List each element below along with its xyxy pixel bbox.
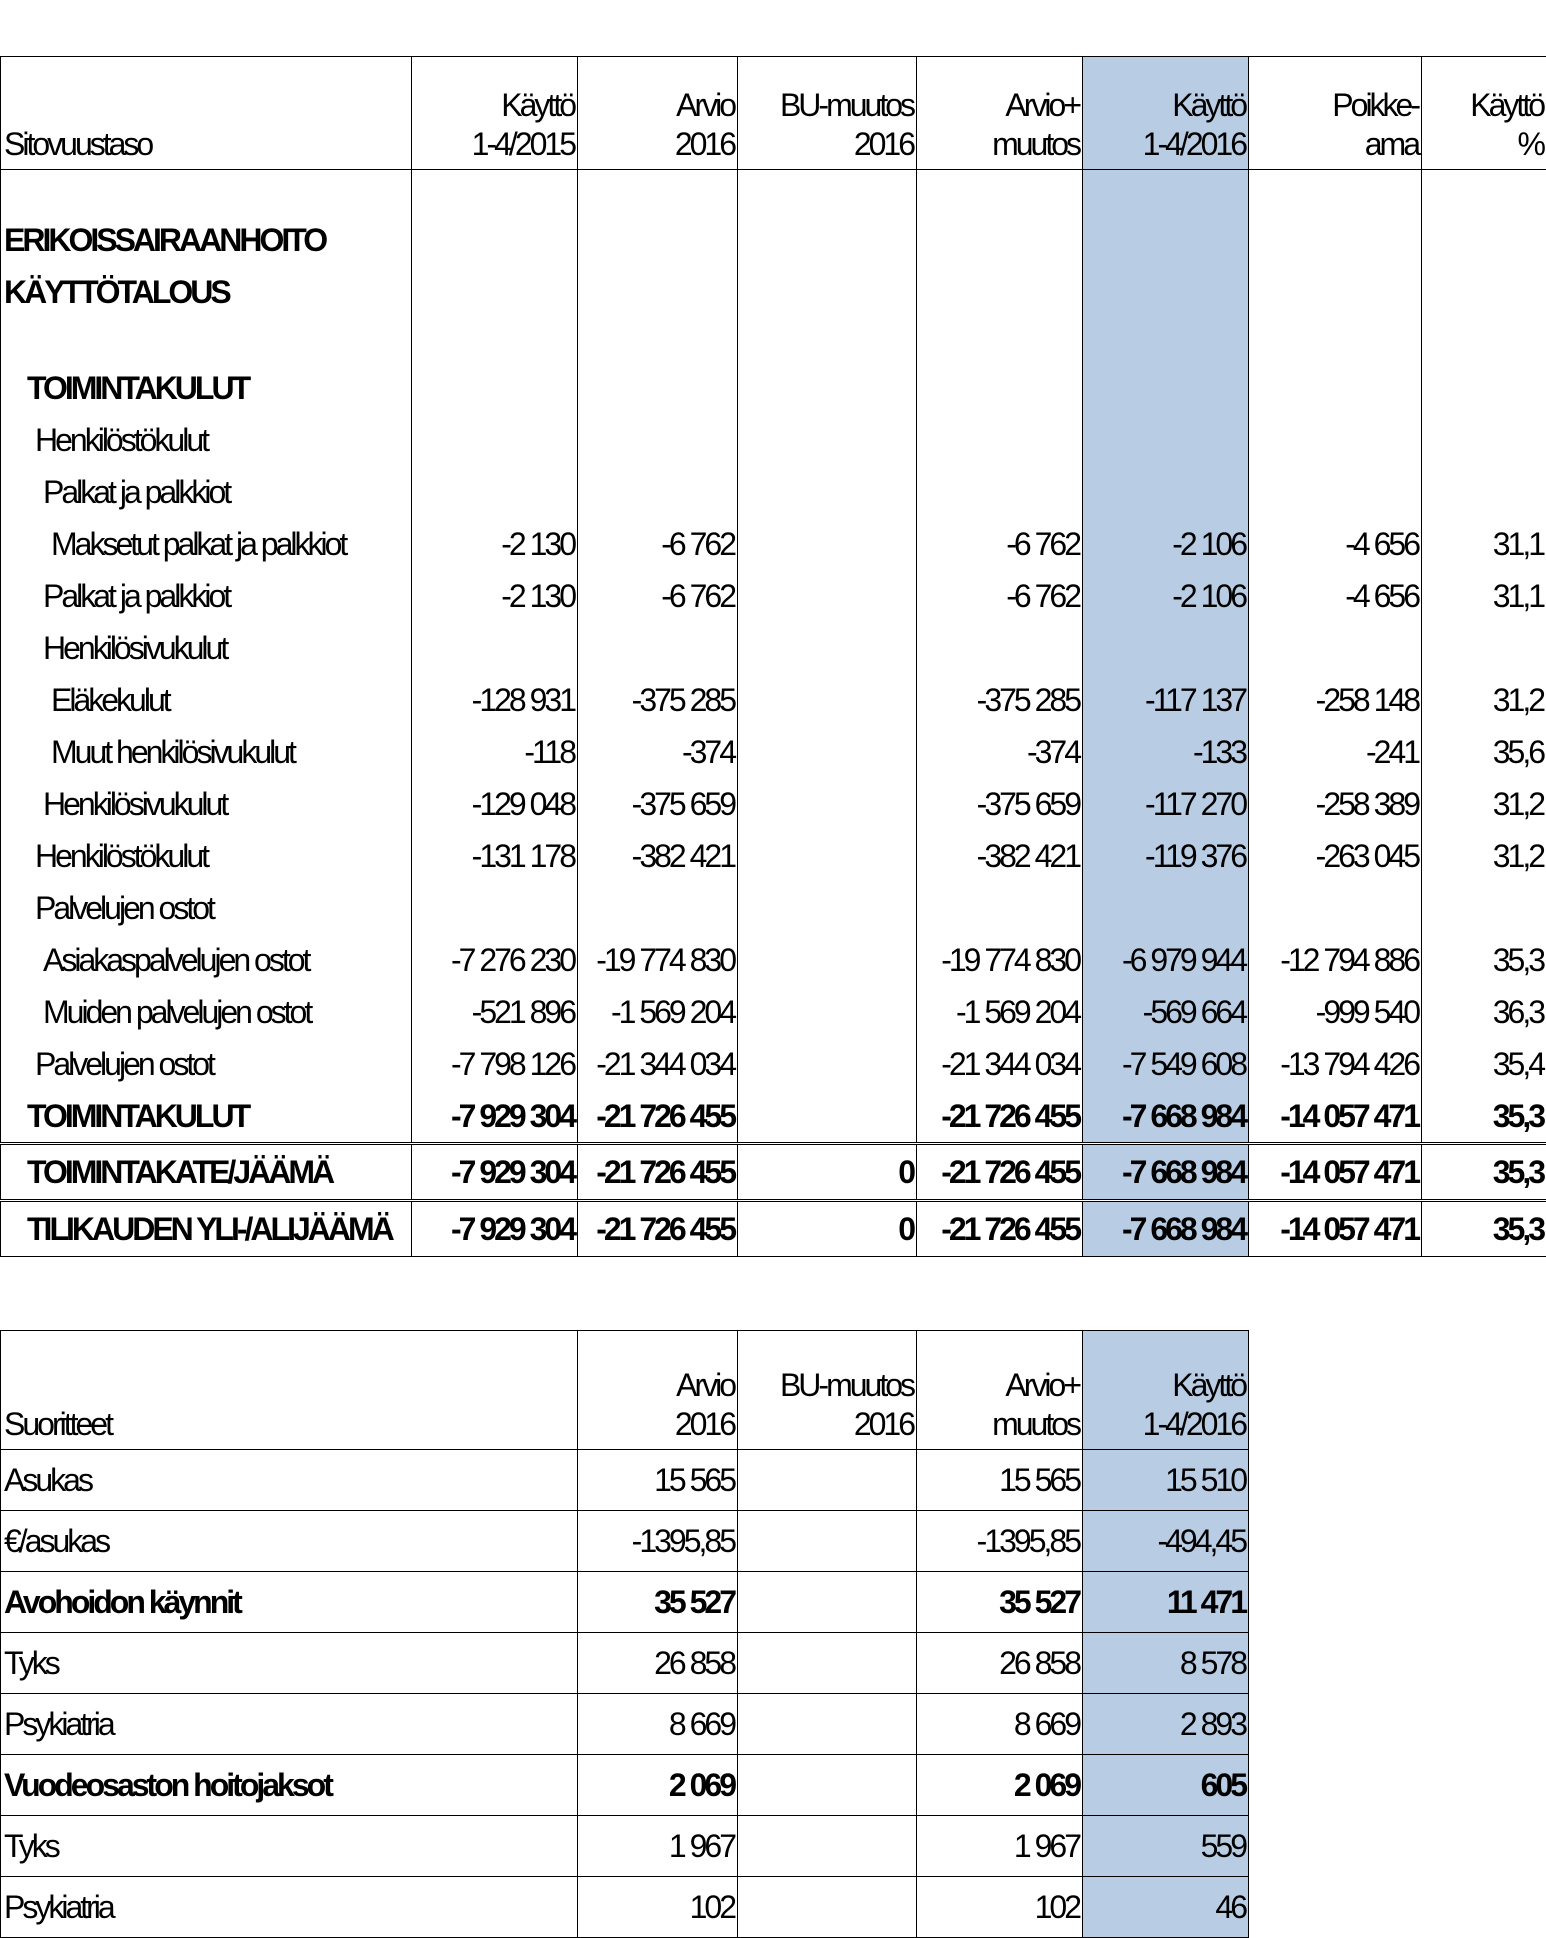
cell-value: -382 421 <box>917 830 1083 882</box>
cell-value <box>738 622 917 674</box>
cell-value <box>412 362 578 414</box>
table-row <box>1 1755 1249 1816</box>
cell-value: 26 858 <box>917 1633 1083 1694</box>
output-table-body <box>1 1450 1249 1938</box>
table-row <box>1 726 1546 778</box>
header-cell: Poikke- ama <box>1249 57 1422 170</box>
cell-value <box>917 414 1083 466</box>
cell-value: -6 762 <box>578 570 738 622</box>
table-row <box>1 362 1546 414</box>
cell-value: 0 <box>738 1144 917 1201</box>
header-cell: Arvio+ muutos <box>917 57 1083 170</box>
cell-value: -12 794 886 <box>1249 934 1422 986</box>
table-row <box>1 1038 1546 1090</box>
cell-value: 15 565 <box>578 1450 738 1511</box>
cell-value <box>738 1694 917 1755</box>
cell-value: 1 967 <box>917 1816 1083 1877</box>
cell-value: -382 421 <box>578 830 738 882</box>
cell-value <box>412 414 578 466</box>
table-row <box>1 518 1546 570</box>
cell-value: 35,4 <box>1422 1038 1546 1090</box>
cell-value: -6 979 944 <box>1083 934 1249 986</box>
cell-value: 15 565 <box>917 1450 1083 1511</box>
cell-value: -21 344 034 <box>917 1038 1083 1090</box>
table-row <box>1 1816 1249 1877</box>
row-label: Henkilösivukulut <box>1 778 412 830</box>
cell-value: -7 668 984 <box>1083 1201 1249 1257</box>
row-label: TOIMINTAKATE/JÄÄMÄ <box>1 1144 412 1201</box>
cell-value: -375 659 <box>578 778 738 830</box>
cell-value: -258 148 <box>1249 674 1422 726</box>
table-row <box>1 1877 1249 1938</box>
row-label: Tyks <box>1 1816 578 1877</box>
cell-value: 35,3 <box>1422 1090 1546 1144</box>
cell-value: -521 896 <box>412 986 578 1038</box>
cell-value: -2 130 <box>412 518 578 570</box>
row-label: TOIMINTAKULUT <box>1 362 412 414</box>
cell-value: -21 726 455 <box>917 1144 1083 1201</box>
table-row <box>1 674 1546 726</box>
cell-value: -19 774 830 <box>578 934 738 986</box>
table-row <box>1 466 1546 518</box>
row-label: Henkilöstökulut <box>1 830 412 882</box>
table-row <box>1 622 1546 674</box>
section-row <box>1 266 1546 318</box>
cell-value <box>1249 362 1422 414</box>
cell-value <box>1249 466 1422 518</box>
row-label: Vuodeosaston hoitojaksot <box>1 1755 578 1816</box>
cell-value <box>738 882 917 934</box>
cell-value <box>738 1090 917 1144</box>
cell-value <box>578 622 738 674</box>
cell-value: -21 726 455 <box>578 1090 738 1144</box>
header-cell: BU-muutos 2016 <box>738 1331 917 1450</box>
row-label: Psykiatria <box>1 1694 578 1755</box>
cell-value <box>1083 362 1249 414</box>
cell-value <box>1083 882 1249 934</box>
budget-table <box>0 56 1546 1257</box>
row-label: TILIKAUDEN YLI-/ALIJÄÄMÄ <box>1 1201 412 1257</box>
table-row <box>1 986 1546 1038</box>
cell-value: -1395,85 <box>917 1511 1083 1572</box>
cell-value: -13 794 426 <box>1249 1038 1422 1090</box>
cell-value <box>738 1511 917 1572</box>
cell-value <box>738 778 917 830</box>
header-cell: Käyttö % <box>1422 57 1546 170</box>
cell-value: -6 762 <box>578 518 738 570</box>
cell-value <box>738 1816 917 1877</box>
cell-value: 11 471 <box>1083 1572 1249 1633</box>
cell-value: 35 527 <box>578 1572 738 1633</box>
table-row <box>1 1633 1249 1694</box>
cell-value <box>738 1755 917 1816</box>
cell-value: -6 762 <box>917 570 1083 622</box>
cell-value <box>1249 414 1422 466</box>
cell-value: -119 376 <box>1083 830 1249 882</box>
cell-value <box>917 362 1083 414</box>
table-row <box>1 778 1546 830</box>
cell-value: -117 270 <box>1083 778 1249 830</box>
cell-value <box>738 570 917 622</box>
cell-value <box>917 466 1083 518</box>
table-row <box>1 1572 1249 1633</box>
cell-value <box>738 934 917 986</box>
header-cell: Arvio 2016 <box>578 1331 738 1450</box>
cell-value <box>738 1877 917 1938</box>
cell-value <box>412 466 578 518</box>
header-cell: Käyttö 1-4/2016 <box>1083 57 1249 170</box>
cell-value <box>578 882 738 934</box>
row-label: Palkat ja palkkiot <box>1 570 412 622</box>
cell-value: 31,1 <box>1422 518 1546 570</box>
section-row <box>1 214 1546 266</box>
table-row <box>1 934 1546 986</box>
cell-value: 35,3 <box>1422 1201 1546 1257</box>
cell-value: 0 <box>738 1201 917 1257</box>
row-label: Tyks <box>1 1633 578 1694</box>
row-label: Avohoidon käynnit <box>1 1572 578 1633</box>
cell-value: -7 668 984 <box>1083 1090 1249 1144</box>
cell-value <box>1422 414 1546 466</box>
cell-value: -4 656 <box>1249 518 1422 570</box>
cell-value: -21 344 034 <box>578 1038 738 1090</box>
cell-value: -6 762 <box>917 518 1083 570</box>
total-row <box>1 1201 1546 1257</box>
cell-value: -1395,85 <box>578 1511 738 1572</box>
row-label: Muiden palvelujen ostot <box>1 986 412 1038</box>
table-header-row <box>1 1331 1249 1450</box>
header-cell: Arvio 2016 <box>578 57 738 170</box>
cell-value: -14 057 471 <box>1249 1144 1422 1201</box>
cell-value <box>738 674 917 726</box>
cell-value: -2 130 <box>412 570 578 622</box>
budget-table-body <box>1 362 1546 1144</box>
table-row <box>1 1694 1249 1755</box>
row-label: Palkat ja palkkiot <box>1 466 412 518</box>
table-row <box>1 570 1546 622</box>
row-label: Palvelujen ostot <box>1 882 412 934</box>
cell-value <box>1422 466 1546 518</box>
cell-value <box>1083 622 1249 674</box>
cell-value: -2 106 <box>1083 570 1249 622</box>
cell-value: -21 726 455 <box>917 1090 1083 1144</box>
cell-value <box>578 466 738 518</box>
cell-value: -19 774 830 <box>917 934 1083 986</box>
cell-value: -14 057 471 <box>1249 1201 1422 1257</box>
cell-value: -21 726 455 <box>578 1201 738 1257</box>
cell-value: -374 <box>917 726 1083 778</box>
total-row <box>1 1144 1546 1201</box>
cell-value: 8 578 <box>1083 1633 1249 1694</box>
cell-value: -7 929 304 <box>412 1144 578 1201</box>
cell-value: 31,2 <box>1422 674 1546 726</box>
cell-value <box>1083 414 1249 466</box>
cell-value: 31,2 <box>1422 778 1546 830</box>
row-label: Henkilösivukulut <box>1 622 412 674</box>
table-row <box>1 1511 1249 1572</box>
section-subtitle: KÄYTTÖTALOUS <box>1 266 412 318</box>
cell-value: -1 569 204 <box>578 986 738 1038</box>
cell-value <box>738 986 917 1038</box>
table-row <box>1 414 1546 466</box>
cell-value: 31,1 <box>1422 570 1546 622</box>
cell-value <box>738 466 917 518</box>
row-label: Henkilöstökulut <box>1 414 412 466</box>
cell-value <box>738 1633 917 1694</box>
cell-value: 2 069 <box>578 1755 738 1816</box>
cell-value <box>738 414 917 466</box>
cell-value: -7 798 126 <box>412 1038 578 1090</box>
cell-value <box>1422 882 1546 934</box>
spacer-row <box>1 170 1546 215</box>
cell-value <box>738 1038 917 1090</box>
header-cell: Sitovuustaso <box>1 57 412 170</box>
cell-value: 35,3 <box>1422 1144 1546 1201</box>
cell-value: -2 106 <box>1083 518 1249 570</box>
cell-value: -7 929 304 <box>412 1201 578 1257</box>
cell-value: 102 <box>578 1877 738 1938</box>
cell-value: -14 057 471 <box>1249 1090 1422 1144</box>
cell-value: 46 <box>1083 1877 1249 1938</box>
cell-value: 31,2 <box>1422 830 1546 882</box>
cell-value: 36,3 <box>1422 986 1546 1038</box>
cell-value <box>738 362 917 414</box>
row-label: Muut henkilösivukulut <box>1 726 412 778</box>
cell-value: 2 893 <box>1083 1694 1249 1755</box>
cell-value: -133 <box>1083 726 1249 778</box>
cell-value: -494,45 <box>1083 1511 1249 1572</box>
row-label: TOIMINTAKULUT <box>1 1090 412 1144</box>
cell-value: -131 178 <box>412 830 578 882</box>
cell-value <box>917 882 1083 934</box>
cell-value: -21 726 455 <box>917 1201 1083 1257</box>
section-title: ERIKOISSAIRAANHOITO <box>1 214 412 266</box>
cell-value: 1 967 <box>578 1816 738 1877</box>
row-label: €/asukas <box>1 1511 578 1572</box>
cell-value: -375 285 <box>917 674 1083 726</box>
header-cell: Suoritteet <box>1 1331 578 1450</box>
cell-value: 559 <box>1083 1816 1249 1877</box>
cell-value <box>412 882 578 934</box>
cell-value: 26 858 <box>578 1633 738 1694</box>
cell-value: 605 <box>1083 1755 1249 1816</box>
cell-value <box>578 362 738 414</box>
cell-value: -999 540 <box>1249 986 1422 1038</box>
header-cell: Arvio+ muutos <box>917 1331 1083 1450</box>
cell-value: 102 <box>917 1877 1083 1938</box>
row-label: Maksetut palkat ja palkkiot <box>1 518 412 570</box>
cell-value <box>1422 362 1546 414</box>
cell-value: -263 045 <box>1249 830 1422 882</box>
cell-value: -117 137 <box>1083 674 1249 726</box>
cell-value: -375 285 <box>578 674 738 726</box>
cell-value <box>1249 622 1422 674</box>
cell-value: 8 669 <box>578 1694 738 1755</box>
header-cell: Käyttö 1-4/2015 <box>412 57 578 170</box>
cell-value: 2 069 <box>917 1755 1083 1816</box>
cell-value: -7 276 230 <box>412 934 578 986</box>
row-label: Psykiatria <box>1 1877 578 1938</box>
table-row <box>1 882 1546 934</box>
row-label: Eläkekulut <box>1 674 412 726</box>
cell-value: -118 <box>412 726 578 778</box>
cell-value: -7 929 304 <box>412 1090 578 1144</box>
table-header-row <box>1 57 1546 170</box>
table-row <box>1 1090 1546 1144</box>
cell-value: -1 569 204 <box>917 986 1083 1038</box>
cell-value <box>738 1572 917 1633</box>
cell-value: 8 669 <box>917 1694 1083 1755</box>
cell-value: -375 659 <box>917 778 1083 830</box>
header-cell: Käyttö 1-4/2016 <box>1083 1331 1249 1450</box>
cell-value: -128 931 <box>412 674 578 726</box>
row-label: Asukas <box>1 1450 578 1511</box>
header-cell: BU-muutos 2016 <box>738 57 917 170</box>
cell-value: -21 726 455 <box>578 1144 738 1201</box>
cell-value: 15 510 <box>1083 1450 1249 1511</box>
cell-value: -569 664 <box>1083 986 1249 1038</box>
table-row <box>1 830 1546 882</box>
budget-totals <box>1 1144 1546 1257</box>
cell-value <box>917 622 1083 674</box>
cell-value <box>412 622 578 674</box>
row-label: Palvelujen ostot <box>1 1038 412 1090</box>
cell-value: -129 048 <box>412 778 578 830</box>
cell-value <box>738 1450 917 1511</box>
cell-value: -374 <box>578 726 738 778</box>
cell-value <box>578 414 738 466</box>
output-table <box>0 1330 1249 1938</box>
cell-value <box>738 518 917 570</box>
cell-value: 35,6 <box>1422 726 1546 778</box>
cell-value <box>1249 882 1422 934</box>
cell-value: -4 656 <box>1249 570 1422 622</box>
cell-value <box>1422 622 1546 674</box>
cell-value: -7 549 608 <box>1083 1038 1249 1090</box>
table-row <box>1 1450 1249 1511</box>
spacer-row <box>1 318 1546 362</box>
cell-value: -7 668 984 <box>1083 1144 1249 1201</box>
cell-value: -258 389 <box>1249 778 1422 830</box>
cell-value <box>1083 466 1249 518</box>
cell-value: -241 <box>1249 726 1422 778</box>
cell-value <box>738 830 917 882</box>
cell-value <box>738 726 917 778</box>
cell-value: 35,3 <box>1422 934 1546 986</box>
cell-value: 35 527 <box>917 1572 1083 1633</box>
row-label: Asiakaspalvelujen ostot <box>1 934 412 986</box>
